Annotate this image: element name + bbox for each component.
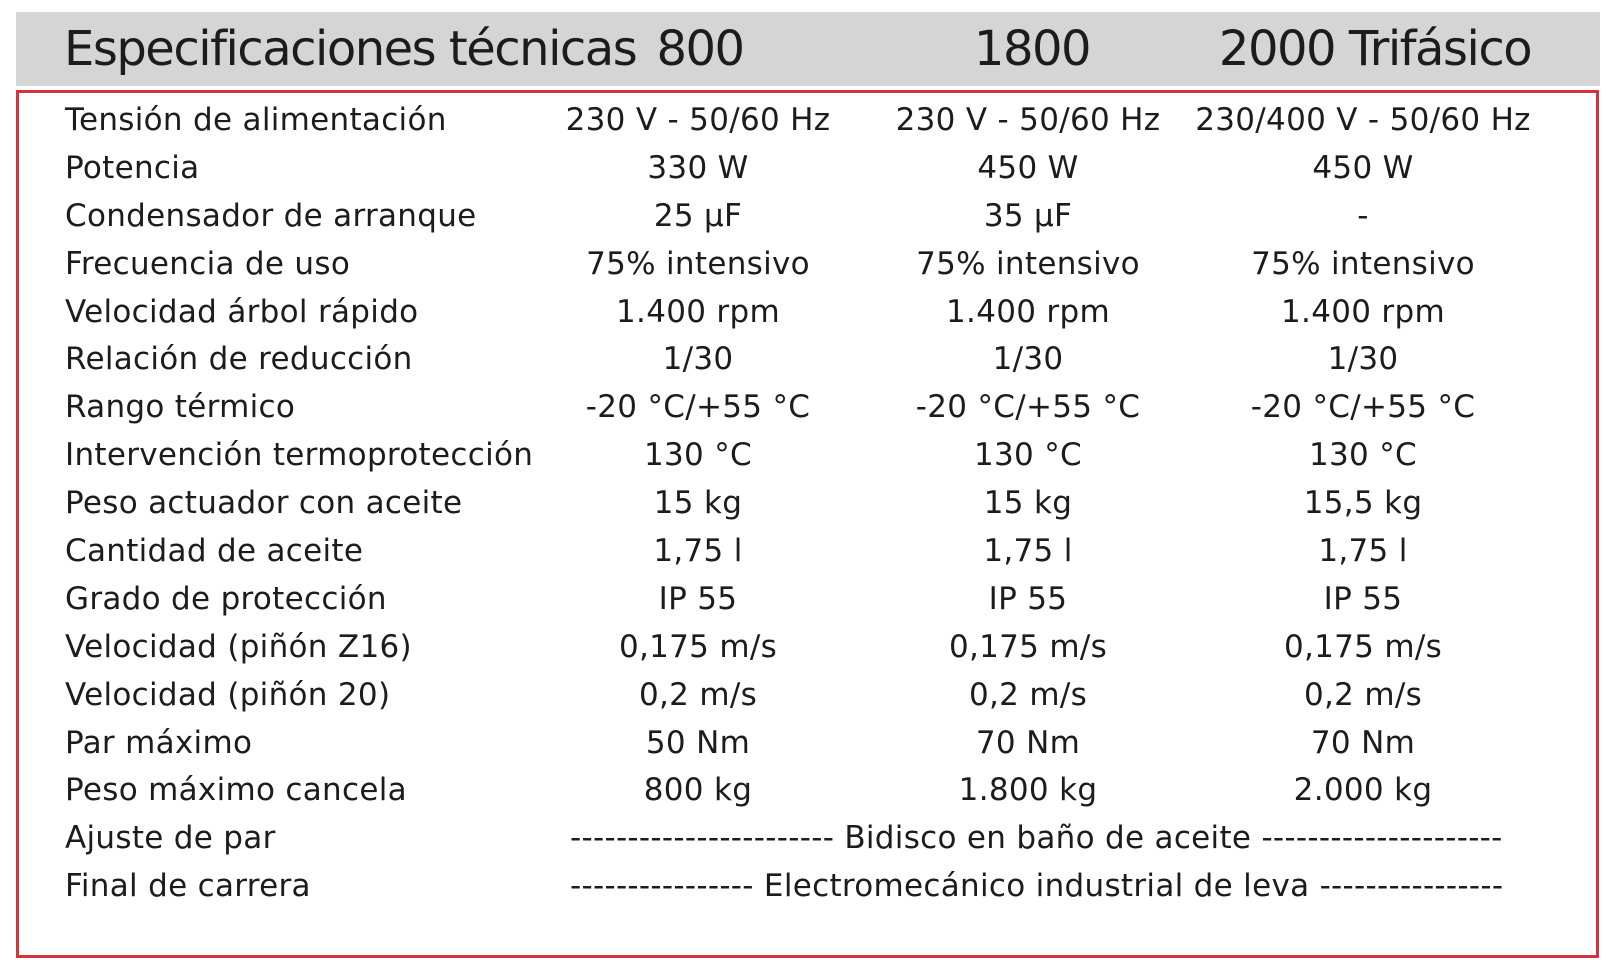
table-row <box>0 575 1606 623</box>
table-row <box>0 288 1606 336</box>
cell-2000: -20 °C/+55 °C <box>1250 389 1476 426</box>
spec-table-header <box>16 12 1600 86</box>
cell-2000: - <box>1357 197 1369 234</box>
row-label: Rango térmico <box>65 389 296 426</box>
cell-1800: 230 V - 50/60 Hz <box>895 102 1161 138</box>
cell-1800: 1.400 rpm <box>946 293 1110 330</box>
cell-800: 800 kg <box>643 772 753 809</box>
row-label: Par máximo <box>65 724 253 761</box>
row-label: Potencia <box>65 149 200 186</box>
table-row <box>0 383 1606 431</box>
table-row <box>0 671 1606 719</box>
cell-2000: 0,175 m/s <box>1283 628 1443 665</box>
cell-2000: IP 55 <box>1323 580 1403 617</box>
cell-800: 15 kg <box>653 485 743 522</box>
cell-2000: 75% intensivo <box>1251 245 1475 282</box>
header-model-2000-trifasico: 2000 Trifásico <box>1218 21 1532 77</box>
cell-2000: 15,5 kg <box>1303 485 1423 522</box>
table-row <box>0 335 1606 383</box>
cell-1800: 35 μF <box>983 197 1073 234</box>
cell-2000: 1,75 l <box>1318 533 1408 570</box>
cell-1800: 450 W <box>977 149 1079 186</box>
row-label: Frecuencia de uso <box>65 245 351 282</box>
table-row <box>0 766 1606 814</box>
row-label: Relación de reducción <box>65 341 413 378</box>
cell-2000: 70 Nm <box>1310 724 1416 761</box>
cell-800: IP 55 <box>658 580 738 617</box>
table-row-span <box>0 814 1606 862</box>
table-row <box>0 527 1606 575</box>
table-row <box>0 431 1606 479</box>
cell-800: 230 V - 50/60 Hz <box>565 102 831 138</box>
cell-800: 50 Nm <box>645 724 751 761</box>
row-label: Cantidad de aceite <box>65 533 364 570</box>
cell-800: 75% intensivo <box>586 245 810 282</box>
cell-1800: 1.800 kg <box>958 772 1098 809</box>
cell-2000: 2.000 kg <box>1293 772 1433 809</box>
cell-800: -20 °C/+55 °C <box>585 389 811 426</box>
cell-800: 1,75 l <box>653 533 743 570</box>
cell-800: 1.400 rpm <box>616 293 780 330</box>
spanning-value: ----------------------- Bidisco en baño de aceite --------------------- <box>570 820 1503 857</box>
cell-1800: 0,2 m/s <box>968 676 1088 713</box>
spec-table-body <box>0 96 1606 910</box>
cell-1800: 70 Nm <box>975 724 1081 761</box>
cell-2000: 230/400 V - 50/60 Hz <box>1195 102 1531 138</box>
table-row-span <box>0 862 1606 910</box>
cell-1800: 0,175 m/s <box>948 628 1108 665</box>
row-label: Grado de protección <box>65 580 387 617</box>
table-row <box>0 192 1606 240</box>
cell-2000: 130 °C <box>1309 437 1417 474</box>
table-row <box>0 719 1606 767</box>
cell-1800: 1,75 l <box>983 533 1073 570</box>
row-label: Peso actuador con aceite <box>65 485 463 522</box>
cell-800: 330 W <box>647 149 749 186</box>
cell-2000: 1/30 <box>1327 341 1399 378</box>
row-label: Velocidad (piñón Z16) <box>65 628 412 665</box>
cell-1800: 130 °C <box>974 437 1082 474</box>
row-label: Condensador de arranque <box>65 197 477 234</box>
cell-2000: 0,2 m/s <box>1303 676 1423 713</box>
header-model-800: 800 <box>656 21 744 77</box>
cell-800: 0,2 m/s <box>638 676 758 713</box>
header-title: Especificaciones técnicas <box>64 21 637 77</box>
row-label: Intervención termoprotección <box>65 437 534 474</box>
row-label: Tensión de alimentación <box>65 102 447 138</box>
row-label: Final de carrera <box>65 868 311 905</box>
table-row <box>0 479 1606 527</box>
cell-2000: 450 W <box>1312 149 1414 186</box>
cell-1800: -20 °C/+55 °C <box>915 389 1141 426</box>
spanning-value: ---------------- Electromecánico industrial de leva ---------------- <box>570 868 1504 905</box>
row-label: Ajuste de par <box>65 820 276 857</box>
cell-800: 1/30 <box>662 341 734 378</box>
row-label: Velocidad (piñón 20) <box>65 676 391 713</box>
cell-1800: IP 55 <box>988 580 1068 617</box>
header-model-1800: 1800 <box>973 21 1091 77</box>
row-label: Velocidad árbol rápido <box>65 293 419 330</box>
table-row <box>0 144 1606 192</box>
cell-800: 130 °C <box>644 437 752 474</box>
cell-1800: 1/30 <box>992 341 1064 378</box>
cell-800: 0,175 m/s <box>618 628 778 665</box>
table-row <box>0 96 1606 144</box>
row-label: Peso máximo cancela <box>65 772 407 809</box>
table-row <box>0 240 1606 288</box>
cell-2000: 1.400 rpm <box>1281 293 1445 330</box>
cell-1800: 15 kg <box>983 485 1073 522</box>
table-row <box>0 623 1606 671</box>
cell-800: 25 μF <box>653 197 743 234</box>
cell-1800: 75% intensivo <box>916 245 1140 282</box>
